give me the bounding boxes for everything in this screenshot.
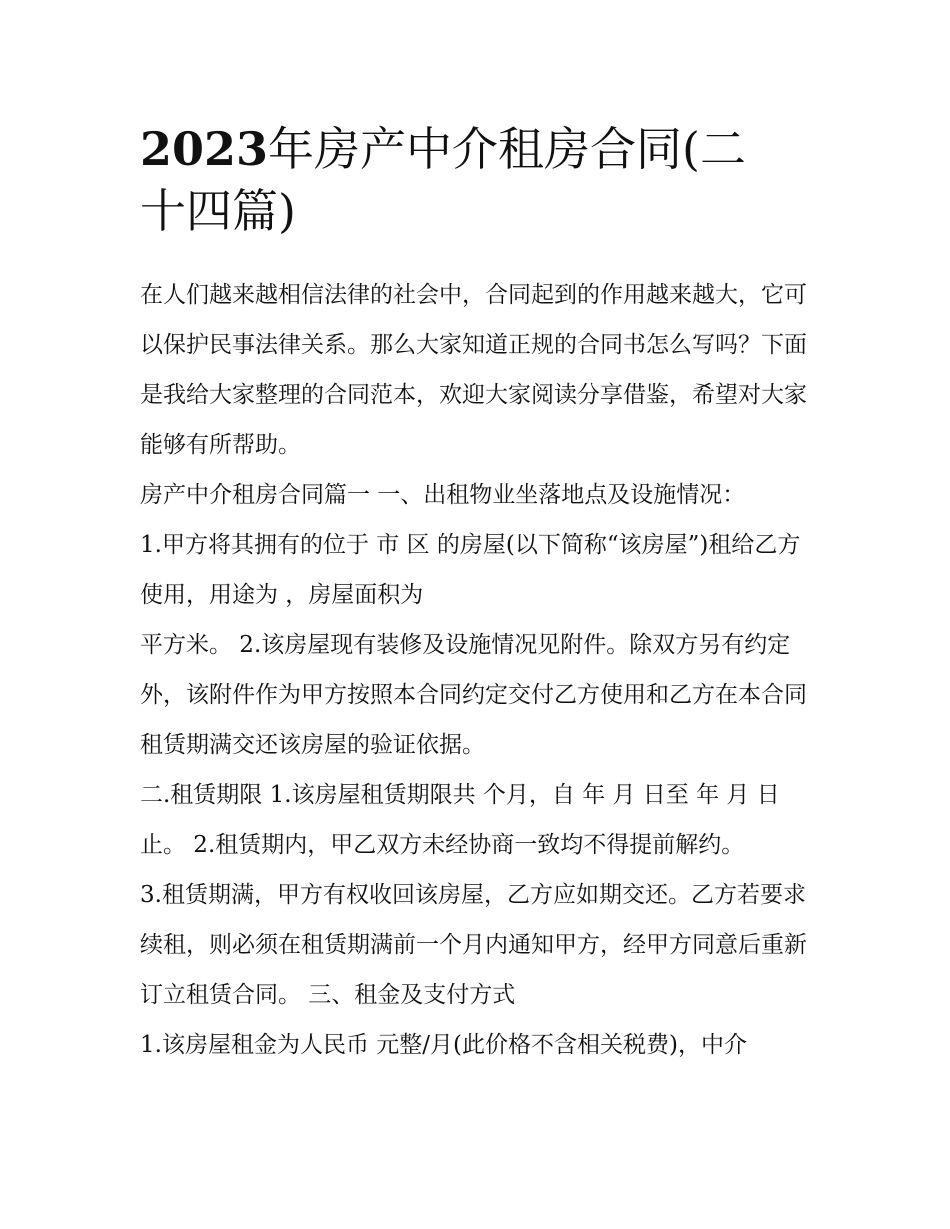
paragraph-section-1-heading: 房产中介租房合同篇一 一、出租物业坐落地点及设施情况：: [140, 482, 746, 508]
paragraph-clause-2-3: 3.租赁期满，甲方有权收回该房屋，乙方应如期交还。乙方若要求续租，则必须在租赁期满前一个月内通知甲方，经甲方同意后重新订立租赁合同。 三、租金及支付方式: [140, 882, 807, 1008]
paragraph-clause-3-1: 1.该房屋租金为人民币 元整/月(此价格不含相关税费)，中介: [140, 1032, 747, 1058]
paragraph-clause-1-1: 1.甲方将其拥有的位于 市 区 的房屋(以下简称“该房屋”)租给乙方使用，用途为 ，房屋面积为: [140, 532, 801, 608]
paragraph-clause-1-2: 平方米。 2.该房屋现有装修及设施情况见附件。除双方另有约定外，该附件作为甲方按照本合同约定交付乙方使用和乙方在本合同租赁期满交还该房屋的验证依据。: [140, 632, 807, 758]
document-page: [140, 118, 815, 1070]
paragraph-section-2: 二.租赁期限 1.该房屋租赁期限共 个月，自 年 月 日至 年 月 日止。 2.租赁期内，甲乙双方未经协商一致均不得提前解约。: [140, 782, 780, 858]
paragraph-intro: 在人们越来越相信法律的社会中，合同起到的作用越来越大，它可以保护民事法律关系。那么大家知道正规的合同书怎么写吗？下面是我给大家整理的合同范本，欢迎大家阅读分享借鉴，希望对大家能够有所帮助。: [140, 282, 807, 458]
document-title: [140, 118, 790, 242]
title-text: 年房产中介租房合同(二十四篇): [140, 122, 746, 238]
title-year: 2023: [140, 122, 269, 176]
